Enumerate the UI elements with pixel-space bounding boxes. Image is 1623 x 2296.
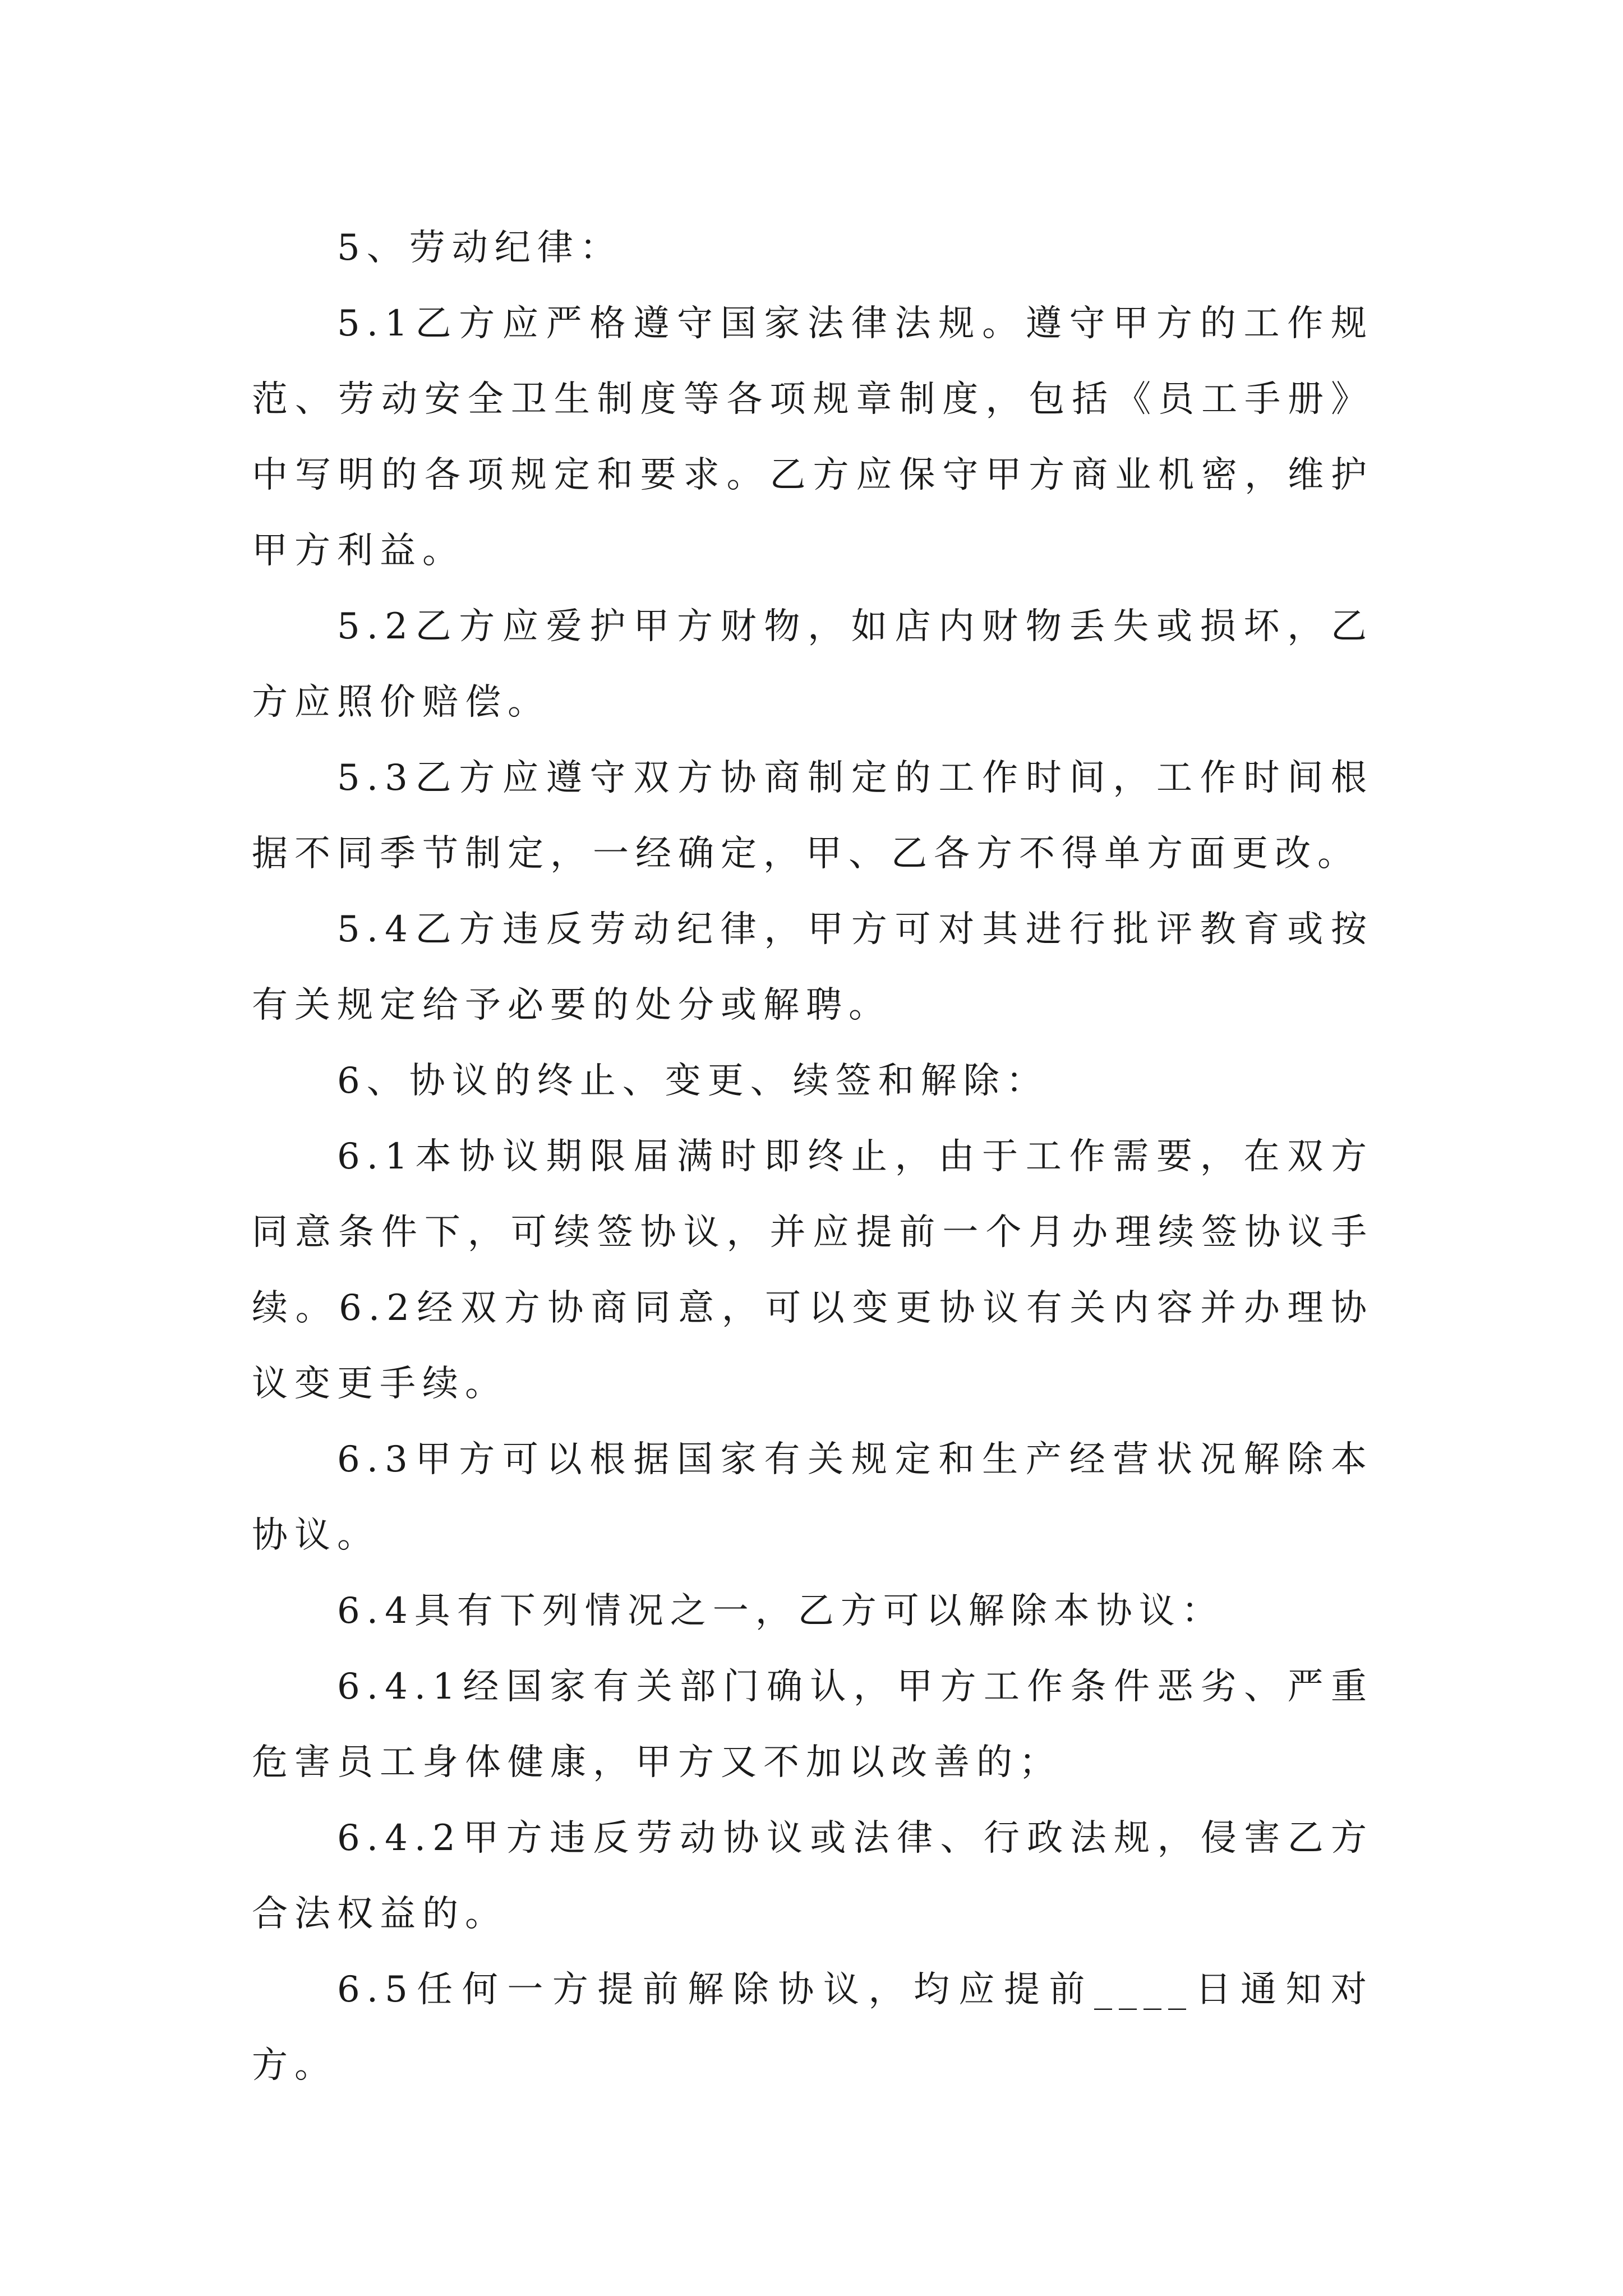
- clause-6-3: 6.3甲方可以根据国家有关规定和生产经营状况解除本协议。: [252, 1439, 1373, 1556]
- section-6-heading: 6、协议的终止、变更、续签和解除：: [337, 1060, 1049, 1102]
- clause-5-2: 5.2乙方应爱护甲方财物，如店内财物丢失或损坏，乙方应照价赔偿。: [252, 606, 1373, 723]
- clause-5-4: 5.4乙方违反劳动纪律，甲方可对其进行批评教育或按有关规定给予必要的处分或解聘。: [252, 909, 1373, 1026]
- section-5-heading: 5、劳动纪律：: [337, 227, 623, 269]
- clause-5-1: 5.1乙方应严格遵守国家法律法规。遵守甲方的工作规范、劳动安全卫生制度等各项规章制度，包括《员工手册》中写明的各项规定和要求。乙方应保守甲方商业机密，维护甲方利益。: [252, 303, 1373, 572]
- clause-6-1-6-2: 6.1本协议期限届满时即终止，由于工作需要，在双方同意条件下，可续签协议，并应提前一个月办理续签协议手续。6.2经双方协商同意，可以变更协议有关内容并办理协议变更手续。: [252, 1136, 1373, 1405]
- clause-6-4-1: 6.4.1经国家有关部门确认，甲方工作条件恶劣、严重危害员工身体健康，甲方又不加以改善的；: [252, 1666, 1373, 1783]
- clause-5-3: 5.3乙方应遵守双方协商制定的工作时间，工作时间根据不同季节制定，一经确定，甲、乙各方不得单方面更改。: [252, 757, 1373, 875]
- clause-6-4-2: 6.4.2甲方违反劳动协议或法律、行政法规，侵害乙方合法权益的。: [252, 1818, 1373, 1935]
- document-body: [252, 210, 1373, 2104]
- clause-6-4: 6.4具有下列情况之一，乙方可以解除本协议：: [337, 1590, 1224, 1632]
- clause-6-5: 6.5任何一方提前解除协议，均应提前____日通知对方。: [252, 1969, 1373, 2086]
